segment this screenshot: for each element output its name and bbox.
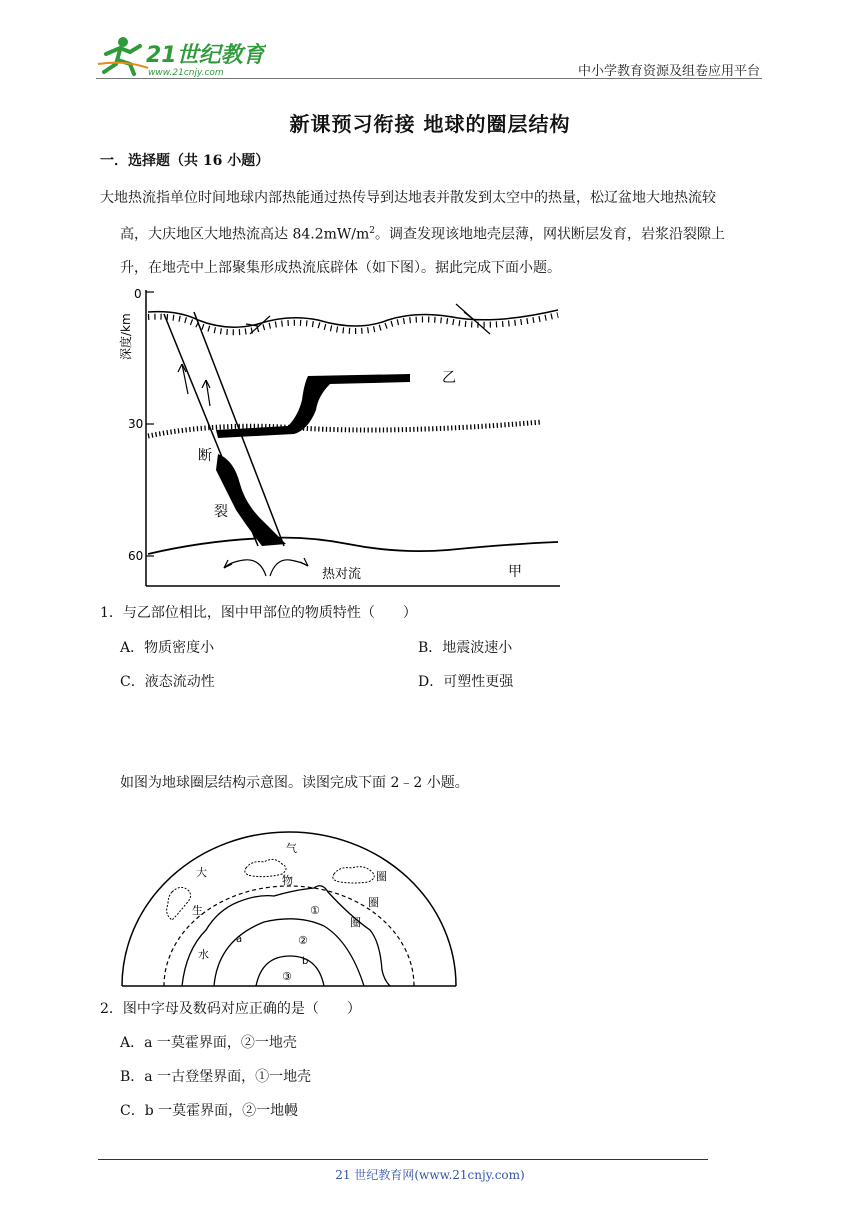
intro-line-2 [100, 215, 766, 252]
earth-sphere-figure [118, 830, 460, 988]
question-2-intro: 如图为地球圈层结构示意图。读图完成下面 2﹣2 小题。 [120, 775, 469, 791]
q2-option-a[interactable]: A．a 一莫霍界面，②一地壳 [120, 1035, 297, 1051]
intro-line-3: 升，在地壳中上部聚集形成热流底辟体（如下图）。据此完成下面小题。 [120, 259, 561, 276]
intro-superscript: 2 [369, 226, 376, 236]
logo-url-text: www.21cnjy.com [148, 68, 224, 78]
intro-line-1: 大地热流指单位时间地球内部热能通过热传导到达地表并散发到太空中的热量，松辽盆地大地热流较 [100, 190, 716, 206]
fig2-label-shui: 水 [198, 948, 209, 961]
q2-option-b[interactable]: B．a 一古登堡界面，①一地壳 [120, 1069, 312, 1085]
y-axis-label: 深度/km [119, 313, 133, 360]
fig2-label-b: b [302, 956, 309, 967]
site-logo [96, 34, 266, 78]
question-1-stem: 1．与乙部位相比，图中甲部位的物质特性（ ） [100, 605, 417, 621]
label-convection: 热对流 [322, 567, 362, 582]
fig2-label-quan1: 圈 [376, 870, 387, 883]
footer-divider [98, 1159, 708, 1160]
footer-site-link[interactable]: 21 世纪教育网(www.21cnjy.com) [335, 1168, 525, 1182]
label-jia: 甲 [508, 564, 522, 580]
question-2-stem: 2．图中字母及数码对应正确的是（ ） [100, 1001, 361, 1017]
section-heading: 一．选择题（共 16 小题） [100, 153, 270, 169]
intro-line-2a: 高，大庆地区大地热流高达 84.2mW/m [120, 226, 370, 243]
question-intro-paragraph [100, 182, 766, 285]
fig2-label-1: ① [310, 904, 320, 917]
label-yi: 乙 [442, 370, 456, 386]
header-divider [96, 78, 762, 79]
fig2-label-wu: 物 [282, 874, 293, 887]
intro-line-2b: 。调查发现该地地壳层薄，网状断层发育，岩浆沿裂隙上 [375, 226, 726, 243]
y-tick-60: 60 [128, 549, 144, 563]
q1-option-b[interactable]: B．地震波速小 [418, 640, 513, 656]
fig2-label-3: ③ [282, 970, 292, 983]
label-fault-duan: 断 [198, 448, 212, 464]
q2-option-c[interactable]: C．b 一莫霍界面，②一地幔 [120, 1103, 299, 1119]
header-platform-text: 中小学教育资源及组卷应用平台 [577, 64, 760, 79]
logo-text: 21世纪教育 [146, 43, 265, 68]
fig2-label-sheng: 生 [192, 904, 203, 917]
q1-option-c[interactable]: C．液态流动性 [120, 674, 215, 690]
fig2-label-da: 大 [196, 866, 207, 879]
fig2-label-qi: 气 [286, 842, 297, 855]
crust-section-figure [118, 284, 568, 590]
y-tick-30: 30 [128, 417, 144, 431]
q1-option-a[interactable]: A．物质密度小 [120, 640, 215, 656]
q1-option-d[interactable]: D．可塑性更强 [418, 674, 514, 690]
label-fault-lie: 裂 [214, 504, 228, 520]
fig2-label-2: ② [298, 934, 308, 947]
fig2-label-quan3: 圈 [350, 916, 361, 929]
fig2-label-quan2: 圈 [368, 896, 379, 909]
page-title: 新课预习衔接 地球的圈层结构 [289, 112, 571, 136]
fig2-label-a: a [236, 934, 243, 945]
y-tick-0: 0 [134, 287, 142, 301]
